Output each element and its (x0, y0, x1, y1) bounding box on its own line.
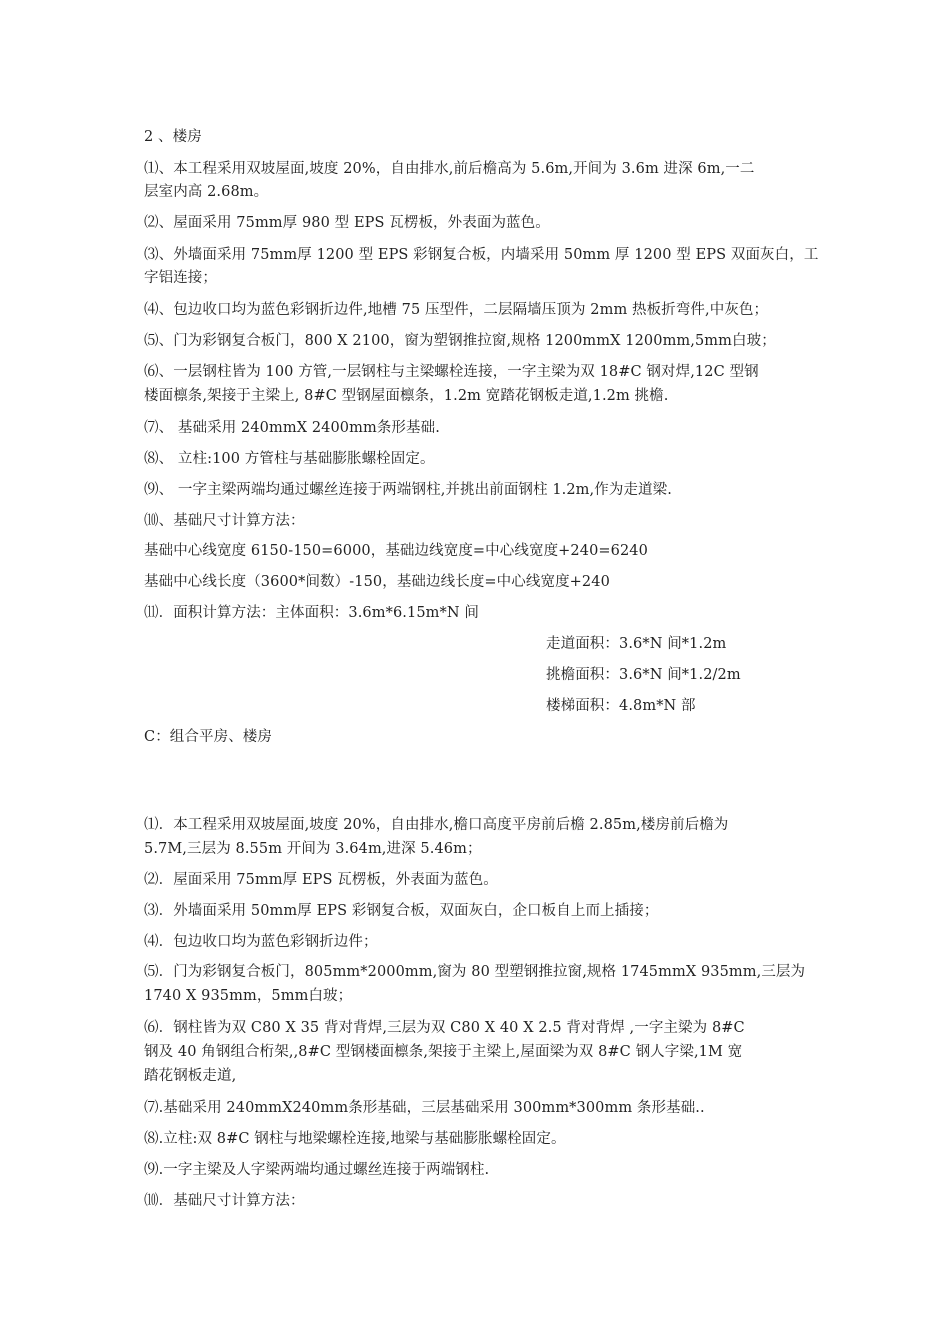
paragraph-line: ⑽、基础尺寸计算方法： (144, 513, 305, 529)
paragraph-line: ⑽．基础尺寸计算方法： (144, 1193, 305, 1209)
paragraph-line: 楼面檩条,架接于主梁上, 8#C 型钢屋面檩条，1.2m 宽踏花钢板走道,1.2m 挑檐. (144, 388, 669, 404)
paragraph-line: ⑶．外墙面采用 50mm厚 EPS 彩钢复合板，双面灰白，企口板自上而上插接； (144, 903, 659, 919)
area-stair: 楼梯面积：4.8m*N 部 (546, 698, 696, 714)
paragraph-line: ⑺、 基础采用 240mmX 2400mm条形基础. (144, 420, 440, 436)
area-eave: 挑檐面积：3.6*N 间*1.2/2m (546, 667, 741, 683)
paragraph-line: ⑴、本工程采用双坡屋面,坡度 20%，自由排水,前后檐高为 5.6m,开间为 3.6m 进深 6m,一二 (144, 161, 755, 177)
paragraph-line: ⑹、一层钢柱皆为 100 方管,一层钢柱与主梁螺栓连接，一字主梁为双 18#C 钢对焊,12C 型钢 (144, 364, 759, 380)
paragraph-line: 层室内高 2.68m。 (144, 184, 269, 200)
paragraph-line: ⑵、屋面采用 75mm厚 980 型 EPS 瓦楞板，外表面为蓝色。 (144, 215, 550, 231)
paragraph-line: ⑸、门为彩钢复合板门，800 X 2100，窗为塑钢推拉窗,规格 1200mmX 1200mm,5mm白玻； (144, 333, 776, 349)
paragraph-line: ⑾．面积计算方法：主体面积：3.6m*6.15m*N 间 (144, 605, 479, 621)
paragraph-line: ⑹．钢柱皆为双 C80 X 35 背对背焊,三层为双 C80 X 40 X 2.5 背对背焊 ,一字主梁为 8#C (144, 1020, 745, 1036)
paragraph-line: ⑷、包边收口均为蓝色彩钢折边件,地槽 75 压型件，二层隔墙压顶为 2mm 热板折弯件,中灰色； (144, 302, 769, 318)
section-heading-combined: C：组合平房、楼房 (144, 729, 272, 745)
paragraph-line: 5.7M,三层为 8.55m 开间为 3.64m,进深 5.46m； (144, 841, 482, 857)
paragraph-line: ⑵．屋面采用 75mm厚 EPS 瓦楞板，外表面为蓝色。 (144, 872, 498, 888)
paragraph-line: 钢及 40 角钢组合桁架,,8#C 型钢楼面檩条,架接于主梁上,屋面梁为双 8#C 钢人字梁,1M 宽 (144, 1044, 743, 1060)
paragraph-line: 字铝连接； (144, 270, 217, 286)
paragraph-line: ⑴．本工程采用双坡屋面,坡度 20%，自由排水,檐口高度平房前后檐 2.85m,楼房前后檐为 (144, 817, 729, 833)
paragraph-line: ⑻.立柱:双 8#C 钢柱与地梁螺栓连接,地梁与基础膨胀螺栓固定。 (144, 1131, 566, 1147)
formula-line: 基础中心线宽度 6150-150=6000，基础边线宽度=中心线宽度+240=6240 (144, 543, 648, 559)
paragraph-line: ⑻、 立柱:100 方管柱与基础膨胀螺栓固定。 (144, 451, 435, 467)
paragraph-line: ⑷．包边收口均为蓝色彩钢折边件； (144, 934, 378, 950)
section-heading-building: 2 、楼房 (144, 129, 202, 145)
paragraph-line: 踏花钢板走道, (144, 1068, 237, 1084)
paragraph-line: ⑼、 一字主梁两端均通过螺丝连接于两端钢柱,并挑出前面钢柱 1.2m,作为走道梁. (144, 482, 672, 498)
paragraph-line: ⑶、外墙面采用 75mm厚 1200 型 EPS 彩钢复合板，内墙采用 50mm 厚 1200 型 EPS 双面灰白，工 (144, 247, 819, 263)
paragraph-line: ⑸．门为彩钢复合板门，805mm*2000mm,窗为 80 型塑钢推拉窗,规格 1745mmX 935mm,三层为 (144, 964, 806, 980)
paragraph-line: 1740 X 935mm，5mm白玻； (144, 988, 353, 1004)
paragraph-line: ⑺.基础采用 240mmX240mm条形基础，三层基础采用 300mm*300mm 条形基础.. (144, 1100, 705, 1116)
formula-line: 基础中心线长度（3600*间数）-150，基础边线长度=中心线宽度+240 (144, 574, 610, 590)
paragraph-line: ⑼.一字主梁及人字梁两端均通过螺丝连接于两端钢柱. (144, 1162, 490, 1178)
area-walkway: 走道面积：3.6*N 间*1.2m (546, 636, 727, 652)
